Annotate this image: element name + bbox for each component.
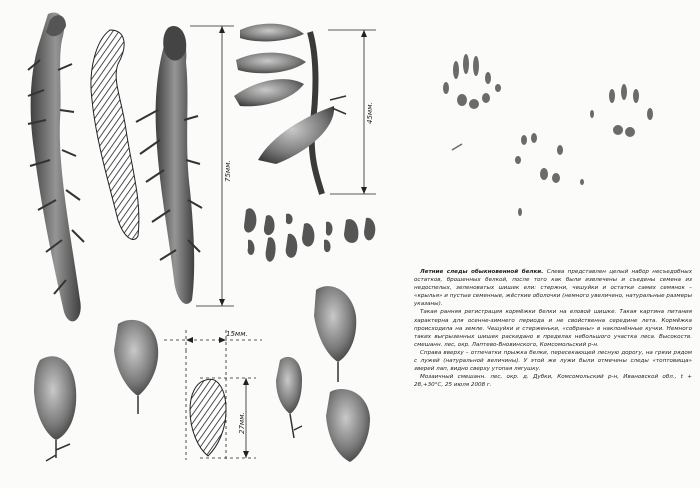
caption-block: [414, 268, 692, 389]
caption-paragraph-4: Мозаичный смешанн. лес, окр. д. Дубки, Комсомольский р-н, Ивановской обл., t + 28,+30°С, 25 июля 2008 г.: [414, 374, 692, 389]
shoot-with-wings: [234, 24, 346, 194]
label-27mm: 27мм.: [238, 412, 246, 434]
cone-core-left: [28, 12, 84, 321]
paw-prints: [443, 54, 653, 216]
seed-wing-hatched-large: [91, 30, 139, 239]
caption-paragraph-1: Слева представлен целый набор несъедобных остатков, брошенных белкой, после того как были извлечены и съедены семена из недоспелых, зеленоватых шишек ели: стержни, чешуйки и остатки самих семянок – «крылья» и пустые семенные, жёсткие оболочки (немного увеличено, натуральные размеры указаны).: [414, 269, 692, 308]
dimension-75mm: [190, 26, 234, 306]
dimension-45mm: [328, 30, 376, 194]
seed-wing-hatched-small: [190, 379, 226, 456]
caption-title: Летние следы обыкновенной белки.: [420, 269, 544, 275]
label-45mm: 45мм.: [366, 102, 374, 124]
cone-core-middle: [136, 26, 202, 304]
caption-paragraph-2: Такая ранняя регистрация кормёжки белки на еловой шишке. Такая картина питания характерна для осенне-зимнего периода и не свойственна середине лета. Кормёжка происходила на земле. Чешуйки и стерженьки, «собраны» в наклонённые кучки. Немного таких выгрызенных шишек раскидано в пределах небольшого участка леса. Высокоств. смешанн. лес, окр. Лаптево-Вновинского, Комсомольский р-н.: [414, 309, 692, 348]
label-75mm: 75мм.: [224, 160, 232, 182]
seed-fragments-row: [244, 208, 375, 262]
label-15mm: 15мм.: [226, 330, 248, 338]
caption-paragraph-3: Справа вверху – отпечатки прыжка белки, пересекающей лесную дорогу, на грязи рядом с лужей (натуральной величины). У этой же лужи были отмечены следы «топтовища» зверей лап, видно сверху утопая лягушку.: [414, 349, 692, 373]
